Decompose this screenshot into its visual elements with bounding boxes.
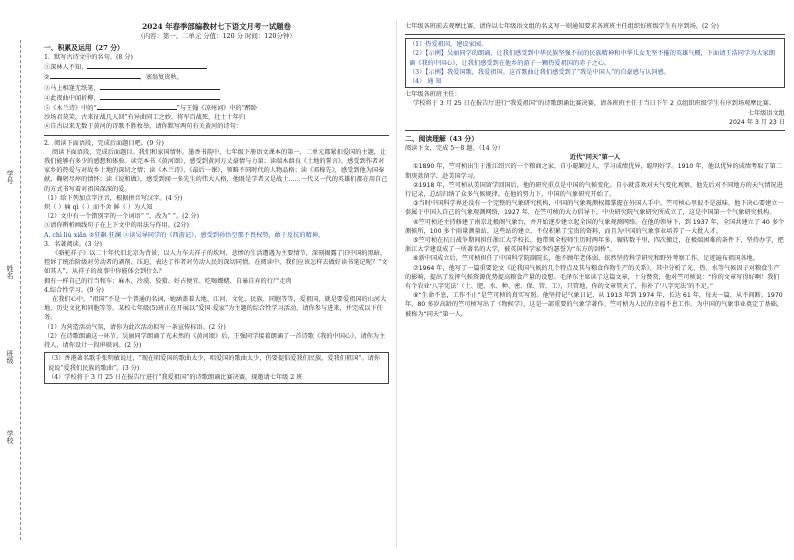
answer-blank[interactable] (50, 72, 140, 79)
q4-sub-4: （4）学校将于 3 月 25 日在报告厅进行“我爱祖国”的诗歌朗诵比赛决赛，现邀请七年级 2 班 (48, 373, 303, 381)
class-label: 班级 (6, 350, 14, 364)
article-title: 近代“同天”第一人 (569, 154, 621, 162)
column-divider (396, 20, 397, 548)
q2-sub-1: （1）给下列加点字注音，根据拼音写汉字。(4 分) (44, 194, 183, 202)
article-paragraph: ④竺可桢还主持修建了南京北极阁气象台，并开始逐步建立起全国的气象观测网络。在他的领导下，到 1937 年，全国共建立了 40 多个测候所，100 多个雨量测量站，这些站的建立，不仅积累了宝贵的资料，而且为中国的气象事业培养了一大批人才。 (405, 218, 785, 235)
q3-text: 《骆驼祥子》以二十年代旧北京为背景，以人力车夫祥子的坎坷、悲惨的生活遭遇为主要情节，深刻揭露了旧中国的黑暗，控诉了统治阶级对劳动者的剥削、压迫，表达了作者对劳动人民的深切同情。在阅读中，我们应该怎样去做好读书笔记呢？“文如其人”，从祥子的故事中你能体会到什么？ (44, 250, 388, 276)
article-paragraph: ①1890 年，竺可桢出生于浙江绍兴的一个粮商之家，自小聪颖过人，学习成绩优异，聪明好学。1910 年，他以优异的成绩考取了第二期庚款留学，赴美国学习。 (405, 163, 782, 180)
name-label: 姓名 (6, 265, 14, 279)
notice-recipient: 七年级各班班主任： (405, 91, 461, 99)
q1-line-2-text: ② (44, 74, 50, 82)
article-paragraph: ⑧“生命不息，工作不止”是竺可桢的真实写照。他坚持记气象日记，从 1913 年到 1974 年，长达 61 年，每天一篇，从不间断。1970 年，80 多岁高龄的竺可桢写出了《物候学》，这是一部重要的气象学著作。竺可桢为人民的幸福不息工作，为中国的气象事业奠定了基础，被称为“同天”第一人。 (405, 292, 783, 318)
answer-blank[interactable] (100, 83, 220, 90)
q1-line-5-tail: ”与王翰《凉州词》中的“醉卧 (176, 105, 258, 113)
left-column (44, 22, 389, 386)
q1-line-1 (44, 62, 389, 72)
notice-date: 2024 年 3 月 23 日 (729, 118, 785, 126)
notice-body: 学校将于 3 月 25 日在报告厅进行“我爱祖国”的诗歌朗诵比赛决赛，请各班班主任于当日下午 2 点组织班级学生有序到场观摩比赛。 (413, 100, 775, 108)
q1-line-2 (44, 72, 389, 82)
article-paragraph: ⑦1964 年，他写了一篇重要论文《论我国气候的几个特点及其与粮食作物生产的关系》，其中分析了光、热、水等气候因子对粮食生产的影响，提出了发挥气候资源优势提高粮食产量的设想。毛泽东主席读了这篇文章，十分赞赏，他对竺可桢说：“你的文章写得好啊！我们有个农业‘八字宪法’（土、肥、水、种、密、保、管、工），只管地，你的文章管天了，你补了‘八字宪法’的不足。” (405, 264, 780, 291)
q4-sub-3: （3）香港著名歌手张明敏说过，“现在唱爱国的歌曲太少，唱爱国的歌曲太少，仍要提倡爱我们民族，爱我们祖国”。请你说说“爱我们民族的歌曲”。(3 分) (48, 355, 381, 372)
q1-line-3-text: ③马上相逢无纸笔， (44, 84, 100, 92)
q2-sub-3: ③请你辨析画线句子在上下文中的用法与作用。(2分) (44, 222, 189, 230)
q1-line-2-tail: ，塞翁复贵秋。 (139, 74, 183, 82)
q1-line-3 (44, 83, 389, 93)
answer-blank[interactable] (87, 62, 207, 69)
q2-sub-2: （2）文中有一个错别字的一个词语“ ”，改为“ ”。(2 分) (44, 213, 200, 221)
answer-4: （4） 通 知 (409, 78, 442, 86)
q1-line-5 (44, 103, 389, 113)
answer-box (405, 38, 785, 88)
separator (44, 135, 389, 136)
q4-answer-box (44, 352, 389, 384)
reading-intro: 阅读下文，完成 5～8 题。（14 分） (405, 145, 504, 153)
q2-sub-1-items: 炽（ ）痛 qì（ ）而不舍 鲜（ ）为人知 (44, 204, 153, 212)
article-paragraph: ③当时中国科学界还没有一个完整的气象研究机构，中国的气象观测权都掌握在外国人手中。竺可桢心里很不是滋味，他下决心要建立一套属于中国人自己的气象观测网络，1927 年，在竺可桢的大力倡导下，中央研究院气象研究所成立了，这是中国第一个气象研究机构。 (405, 200, 784, 217)
q1-line-6: 沙场君莫笑，古来征战几人回”有异曲同工之妙，将军百战死，壮士十年归 (44, 114, 246, 122)
q1-line-4 (44, 93, 389, 103)
q2-sub-3-options: A. chì liú xiǎn ②狂飙 狂澜 ③读吴导同学的《西游记》，感受到孙悟空那不畏权势，敢于反抗的精神。 (44, 231, 325, 239)
answer-blank[interactable] (100, 93, 220, 100)
answer-3: （3）【示例】我爱国歌，我爱祖国。这首歌曲让我们感受到了“我是中国人”的自豪感与认同感。 (409, 68, 670, 76)
section-2-heading: 二、阅读理解（43 分） (405, 135, 478, 144)
q1-line-7: ⑥自古以来无数于黄河的诗歌不胜枚举，请你默写两句有关黄河的诗句： (44, 123, 242, 131)
student-id-label: 学号 (6, 170, 14, 184)
q1-line-4-text: ④此夜曲中闻折柳， (44, 94, 100, 102)
q2-stem: 2．阅读下面语段，完成后面题目吧。(9 分) (44, 139, 164, 147)
q1-stem: 1．默写古诗文中的名句。(8 分) (44, 54, 133, 61)
q4-sub-2: （2）在诗歌朗诵这一环节，吴丽同学朗诵了光未然的《黄河颂》后，王强同学接着朗诵了一首诗歌《我的中国心》，请你为主持人，请你设计一段串联词。(2 分) (44, 332, 386, 350)
exam-subtitle: （内容：第一、二单元 分值：120 分 时间：120分钟） (137, 32, 296, 40)
article-paragraph: ⑥新中国成立后，竺可桢担任了中国科学院副院长，他不顾年老体弱，依然坚持科学研究和野外考察工作，足迹遍布祖国各地。 (413, 255, 759, 263)
binding-margin (0, 0, 40, 560)
q4-text: 在我们心中，“祖国”不是一个普通的名词，她涵盖着大地、江河、文化、民族、同胞等等，爱祖国，就是要爱祖国的山河大地、历史文化和同胞等等。某校七年级(5)班正在开展以“爱国 爱家”为主题的综合性学习活动，请你参与进来，并完成以下任务。 (44, 296, 387, 322)
separator (405, 34, 785, 35)
section-1-heading: 一、积累及运用（27 分） (44, 44, 124, 52)
q4-sub-1: （1）为营造活动气氛，请你为此次活动拟写一条宣传标语。(2 分) (44, 323, 226, 331)
right-column (405, 22, 785, 319)
q4-continued: 七年级各班前去观摩比赛，请你以七年级语文组的名义写一则通知要求各班班主任组织好班级学生有序到场。(2 分) (405, 23, 719, 30)
notice-sender: 七年级语文组 (747, 109, 785, 117)
q2-passage: 阅读下面语段，完成后面题目。我们和家国情怀。墨香书韵中，七年级下册语文课本的第一、二单元都紧扣爱国的主题，让我们能够有多少的感想和体验。读完本书《黄河颂》，感受到黄河万丈豪情与力量；读端木蕻良《土地的誓言》，感受到作者对家乡的热爱与对故乡土地的深切之情；读《木兰诗》、《最后一课》，领略不同时代的人物品格；读《邓稼先》，感受到他为国奉献、鞠躬尽瘁的情怀；读《说和做》，感受到闻一多先生的伟大人格，他既是学者又是战士……一代又一代的英雄们都在用自己的方式书写着对祖国深深的爱。 (44, 148, 388, 193)
q3-answer: 拥有一样自己的行当和车；麻木、冷漠、狡猾、好占便宜、吃喝嫖赌、自暴自弃的行尸走肉 (44, 277, 292, 285)
binding-line (20, 40, 21, 540)
q4-stem: 4.综合性学习。(9 分) (44, 286, 104, 294)
answer-1: （1）热爱祖国，建设家园。 (409, 41, 488, 49)
answer-blank[interactable] (97, 103, 177, 110)
q1-line-5-text: ⑤《木兰诗》中的“ (44, 105, 97, 113)
q1-line-1-text: ①深林人不知， (44, 64, 88, 72)
school-label: 学校 (6, 430, 14, 444)
exam-title: 2024 年春季部编教材七下语文月考一试题卷 (142, 22, 291, 31)
separator (405, 130, 785, 131)
q3-stem: 3．名著阅读。(3 分) (44, 240, 102, 248)
article-paragraph: ②1918 年，竺可桢从美国留学回国后，他的研究重点是中国的气候变化。自小就喜欢对天气变化观察，他先后对不同地方的天气情况进行记录，总结归纳了众多气候规律。在他的努力下，中国的气象研究开始了。 (405, 181, 783, 199)
article-paragraph: ⑤竺可桢在抗日战争期间担任浙江大学校长，他带领全校师生历时两年多，辗转数千里，四次搬迁，在极端困难的条件下，坚持办学，把浙江大学建设成了一所著名的大学，被英国科学家李约瑟誉为“东方的剑桥”。 (405, 237, 784, 254)
answer-2: （2）【示例】吴丽同学的朗诵，让我们感受到中华民族坚强不屈的民族精神和中华儿女无坚不摧的英雄气概，下面请王浩同学为大家朗诵《我的中国心》，让我们感受到在他乡的游子一颗热爱祖国的赤子之心。 (409, 50, 775, 67)
